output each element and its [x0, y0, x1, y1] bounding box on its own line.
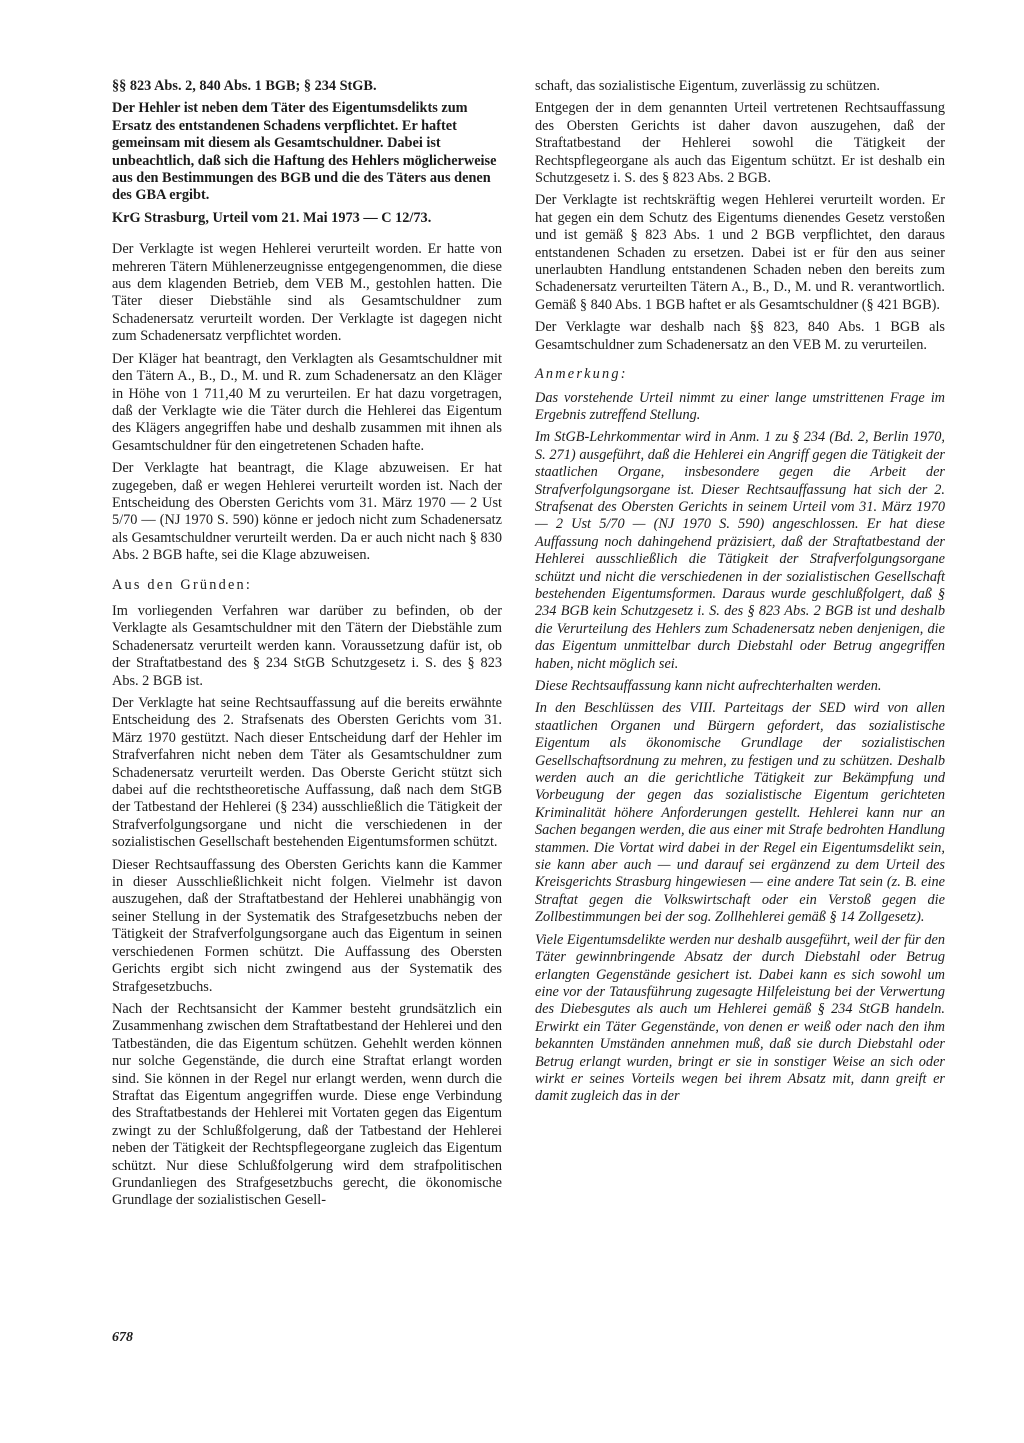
page-number: 678 — [112, 1330, 133, 1345]
continuation-paragraph: schaft, das sozialistische Eigentum, zuverlässig zu schützen. — [535, 78, 881, 94]
continuation-paragraph: Entgegen der in dem genannten Urteil vertretenen Rechtsauffassung des Obersten Gerichts ist daher davon auszugehen, daß der Straftatbestand der Hehlerei sowohl die Tätigkeit der Rechtspflegeorgane als auch das Eigentum schützt. Er ist deshalb ein Schutzgesetz i. S. des § 823 Abs. 2 BGB. — [535, 100, 945, 187]
left-column — [112, 78, 502, 1215]
reasons-paragraph: Der Verklagte hat seine Rechtsauffassung auf die bereits erwähnte Entscheidung des 2. Strafsenats des Obersten Gerichts vom 31. März 1970 gestützt. Nach dieser Entscheidung darf der Hehler im Strafverfahren nicht neben dem Täter als Gesamtschuldner zum Schadenersatz verurteilt werden. Das Oberste Gericht stützt sich dabei auf die rechtstheoretische Auffassung, daß nach dem StGB der Tatbestand der Hehlerei (§ 234) ausschließlich die Tätigkeit der Strafverfolgungsorgane und nicht die verschiedenen in der sozialistischen Gesellschaft bestehenden Eigentumsformen schützt. — [112, 695, 502, 851]
facts-paragraph: Der Verklagte ist wegen Hehlerei verurteilt worden. Er hatte von mehreren Tätern Mühlenerzeugnisse entgegengenommen, die diese aus dem klagenden Betrieb, dem VEB M., gestohlen hatten. Die Täter dieser Diebstähle sind als Gesamtschuldner zum Schadenersatz verurteilt worden. Der Verklagte ist dagegen nicht zum Schadenersatz verpflichtet worden. — [112, 241, 502, 345]
facts-paragraph: Der Kläger hat beantragt, den Verklagten als Gesamtschuldner mit den Tätern A., B., D., M. und R. zum Schadenersatz an den Kläger in Höhe von 1 711,40 M zu verurteilen. Er hat dazu vorgetragen, daß der Verklagte wie die Täter durch die Hehlerei das Eigentum des Klägers angegriffen habe und deshalb zusammen mit ihnen als Gesamtschuldner für den eingetretenen Schaden hafte. — [112, 350, 502, 454]
continuation-paragraph: Der Verklagte ist rechtskräftig wegen Hehlerei verurteilt worden. Er hat gegen ein dem Schutz des Eigentums dienendes Gesetz verstoßen und ist gemäß § 823 Abs. 1 und 2 BGB verpflichtet, den daraus entstandenen Schaden zu ersetzen. Dabei ist er für den aus seiner unerlaubten Handlung entstandenen Schaden neben den bereits zum Schadenersatz verurteilten Tätern A., B., D., M. und R. verantwortlich. Gemäß § 840 Abs. 1 BGB haftet er als Gesamtschuldner (§ 421 BGB). — [535, 192, 945, 313]
right-column — [535, 78, 945, 1111]
annotation-paragraph: Viele Eigentumsdelikte werden nur deshalb ausgeführt, weil der für den Täter gewinnbringende Absatz der durch Diebstahl oder Betrug erlangten Gegenstände gesichert ist. Dabei kann es sich sowohl um eine vor der Tatausführung zugesagte Hilfeleistung bei der Verwertung des Diebesgutes als auch um Hehlerei gemäß § 234 StGB handeln. Erwirkt ein Täter Gegenstände, von denen er weiß oder nach den ihm bekannten Umständen annehmen muß, daß sie durch Diebstahl oder Betrug erlangt wurden, bringt er sie in sonstiger Weise an sich oder wirkt er seines Vorteils wegen bei ihrem Absatz mit, dann greift er damit zugleich das in der — [535, 931, 945, 1105]
reasons-heading: Aus den Gründen: — [112, 576, 253, 593]
reasons-paragraph: Nach der Rechtsansicht der Kammer besteht grundsätzlich ein Zusammenhang zwischen dem Straftatbestand der Hehlerei und den Tatbeständen, die das Eigentum schützen. Gehehlt werden können nur solche Gegenstände, die durch eine Straftat erlangt worden sind. Sie können in der Regel nur erlangt werden, wenn durch die Straftat das Eigentum angegriffen wurde. Diese enge Verbindung des Straftatbestands der Hehlerei mit Vortaten gegen das Eigentum zwingt zu der Schlußfolgerung, daß der Tatbestand der Hehlerei neben der Tätigkeit der Rechtspflegeorgane zugleich das Eigentum schützt. Nur diese Schlußfolgerung wird dem strafpolitischen Grundanliegen des Strafgesetzbuchs gerecht, die ökonomische Grundlage der sozialistischen Gesell- — [112, 1000, 502, 1209]
continuation-paragraph: Der Verklagte war deshalb nach §§ 823, 840 Abs. 1 BGB als Gesamtschuldner zum Schadenersatz an den VEB M. zu verurteilen. — [535, 319, 945, 353]
annotation-paragraph: Diese Rechtsauffassung kann nicht aufrechterhalten werden. — [535, 678, 882, 694]
facts-paragraph: Der Verklagte hat beantragt, die Klage abzuweisen. Er hat zugegeben, daß er wegen Hehlerei verurteilt worden ist. Nach der Entscheidung des Obersten Gerichts vom 31. März 1970 — 2 Ust 5/70 — (NJ 1970 S. 590) könne er jedoch nicht zum Schadenersatz als Gesamtschuldner verurteilt werden. Da er auch nicht nach § 830 Abs. 2 BGB hafte, sei die Klage abzuweisen. — [112, 460, 502, 564]
annotation-paragraph: Im StGB-Lehrkommentar wird in Anm. 1 zu § 234 (Bd. 2, Berlin 1970, S. 271) ausgeführt, daß die Hehlerei ein Angriff gegen die Tätigkeit der staatlichen Organe, insbesondere gegen die Arbeit der Strafverfolgungsorgane ist. Dieser Rechtsauffassung hat sich der 2. Strafsenat des Obersten Gerichts in seinem Urteil vom 31. März 1970 — 2 Ust 5/70 — (NJ 1970 S. 590) angeschlossen. Er hat diese Auffassung noch dahingehend präzisiert, daß der Straftatbestand der Hehlerei ausschließlich die Tätigkeit der Strafverfolgungsorgane schützt und nicht die verschiedenen in der sozialistischen Gesellschaft bestehenden Eigentumsformen. Daraus wurde geschlußfolgert, daß § 234 BGB kein Schutzgesetz i. S. des § 823 Abs. 2 BGB ist und deshalb die Verurteilung des Hehlers zum Schadenersatz neben denjenigen, die das Eigentum unmittelbar durch Diebstahl oder Betrug angegriffen haben, nicht möglich sei. — [535, 429, 945, 672]
annotation-paragraph: Das vorstehende Urteil nimmt zu einer lange umstrittenen Frage im Ergebnis zutreffend Stellung. — [535, 389, 945, 423]
statute-citation: §§ 823 Abs. 2, 840 Abs. 1 BGB; § 234 StGB. — [112, 78, 377, 94]
reasons-paragraph: Im vorliegenden Verfahren war darüber zu befinden, ob der Verklagte als Gesamtschuldner mit den Tätern der Diebstähle zum Schadenersatz verurteilt werden kann. Voraussetzung dafür ist, ob der Straftatbestand des § 234 StGB Schutzgesetz i. S. des § 823 Abs. 2 BGB ist. — [112, 602, 502, 689]
headnote: Der Hehler ist neben dem Täter des Eigentumsdelikts zum Ersatz des entstandenen Schadens verpflichtet. Er haftet gemeinsam mit diesem als Gesamtschuldner. Dabei ist unbeachtlich, daß sich die Haftung des Hehlers möglicherweise aus den Bestimmungen des BGB und die des Täters aus denen des GBA ergibt. — [112, 100, 497, 204]
annotation-heading: Anmerkung: — [535, 366, 628, 383]
court-decision-reference: KrG Strasburg, Urteil vom 21. Mai 1973 — C 12/73. — [112, 209, 432, 226]
annotation-paragraph: In den Beschlüssen des VIII. Parteitags der SED wird von allen staatlichen Organen und Bürgern gefordert, das sozialistische Eigentum als ökonomische Grundlage der sozialistischen Gesellschaftsordnung zu mehren, zu festigen und zu schützen. Deshalb werden auch an die gerichtliche Tätigkeit zur Bekämpfung und Vorbeugung der gegen das sozialistische Eigentum gerichteten Kriminalität höhere Anforderungen gestellt. Hehlerei kann nur an Sachen begangen werden, die aus einer mit Strafe bedrohten Handlung stammen. Die Vortat wird dabei in der Regel ein Eigentumsdelikt sein, sie kann aber auch — und darauf sei ergänzend zu dem Urteil des Kreisgerichts Strasburg hingewiesen — eine andere Tat sein (z. B. eine Straftat gegen die Volkswirtschaft oder ein Verstoß gegen die Zollbestimmungen bei der sog. Zollhehlerei gemäß § 14 Zollgesetz). — [535, 700, 945, 926]
annotation-body — [535, 390, 945, 1106]
reasons-paragraph: Dieser Rechtsauffassung des Obersten Gerichts kann die Kammer in dieser Ausschließlichkeit nicht folgen. Vielmehr ist davon auszugehen, daß der Straftatbestand der Hehlerei unabhängig von seiner Stellung in der Systematik des Strafgesetzbuchs neben der Tätigkeit der Strafverfolgungsorgane auch das Eigentum in seinen verschiedenen Formen schützt. Die Auffassung des Obersten Gerichts ergibt sich nicht zwingend aus der Systematik des Strafgesetzbuchs. — [112, 856, 502, 995]
